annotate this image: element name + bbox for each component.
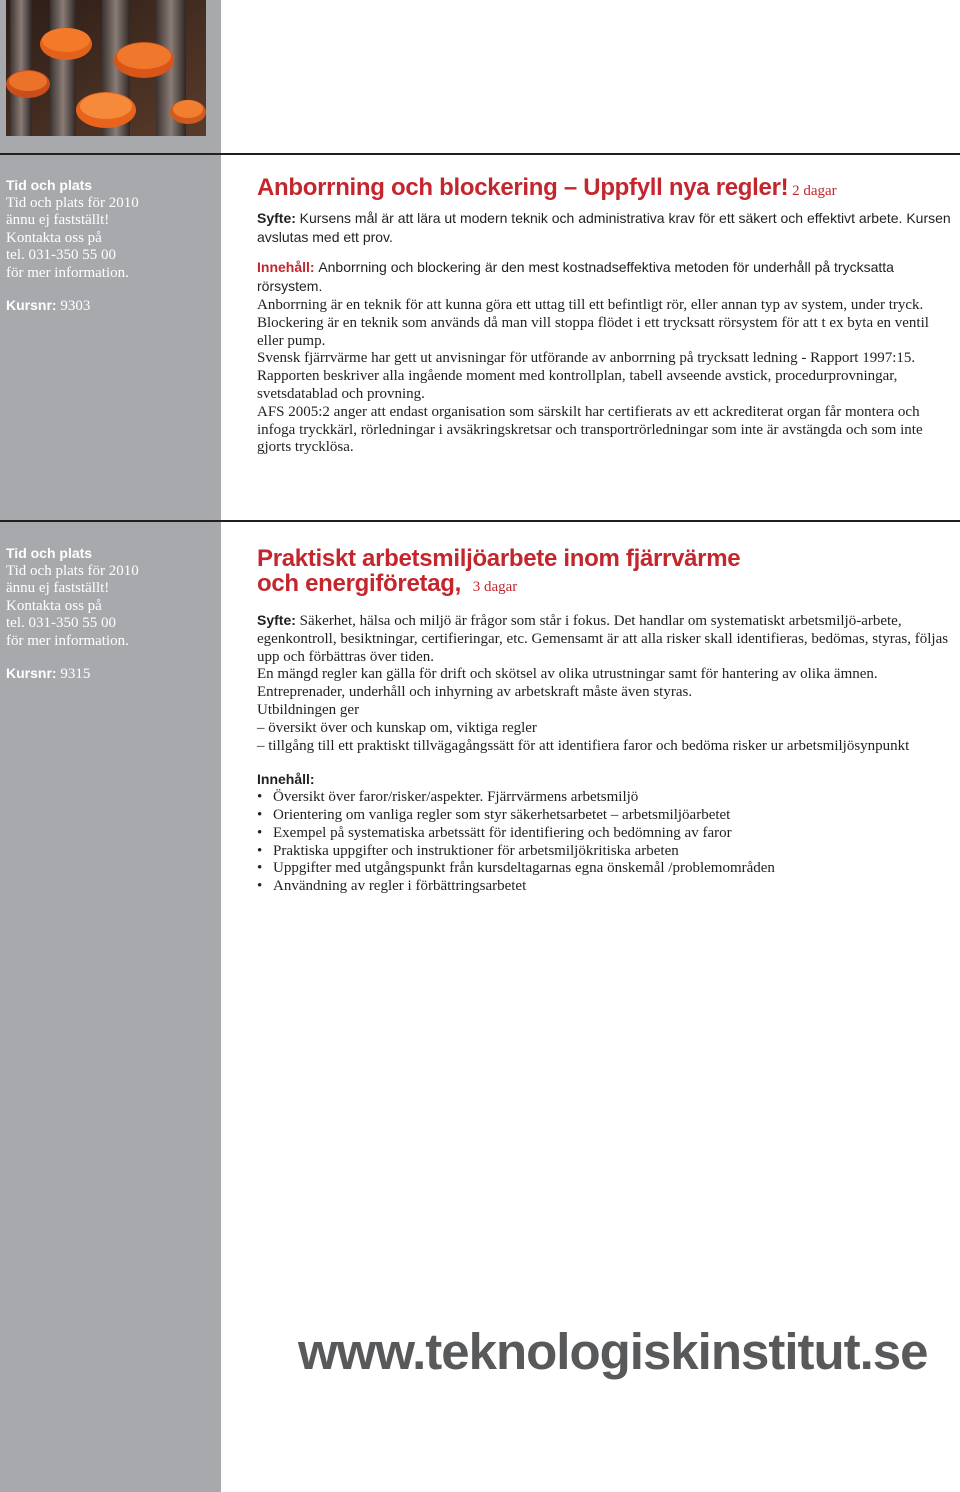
body-paragraph: Utbildningen ger <box>257 701 360 718</box>
website-url[interactable]: www.teknologiskinstitut.se <box>298 1323 928 1380</box>
course-title-row <box>257 572 957 600</box>
sidebar-line: för mer information. <box>6 264 129 281</box>
syfte-text: Säkerhet, hälsa och miljö är frågor som står i fokus. Det handlar om systematiskt arbetsmiljö-arbete, egenkontroll, besiktningar, certifieringar, etc. Gemensamt är att alla risker skall identifieras, bedömas, styras, följas upp och förbättras över tiden. <box>257 613 949 665</box>
course-title: Anborrning och blockering – Uppfyll nya regler! <box>257 174 789 201</box>
innehall-paragraph <box>257 259 957 297</box>
sidebar-line: ännu ej fastställt! <box>6 580 110 597</box>
sidebar-line: tel. 031-350 55 00 <box>6 247 116 264</box>
course-title: Praktiskt arbetsmiljöarbete inom fjärrvärme <box>257 545 741 572</box>
list-item: • Uppgifter med utgångspunkt från kursdeltagarnas egna önskemål /problemområden <box>257 860 957 878</box>
course-title-line2: och energiföretag, <box>257 570 461 597</box>
list-item: • Översikt över faror/risker/aspekter. Fjärrvärmens arbetsmiljö <box>257 789 957 807</box>
sidebar-line: Tid och plats för 2010 <box>6 194 139 211</box>
kursnr-label: Kursnr: <box>6 296 57 313</box>
syfte-text: Kursens mål är att lära ut modern teknik och administrativa krav för ett säkert och effektivt arbete. Kursen avslutas med ett prov. <box>257 209 951 245</box>
list-item: • Praktiska uppgifter och instruktioner för arbetsmiljökritiska arbeten <box>257 843 957 861</box>
body-paragraph: Anborrning är en teknik för att kunna göra ett uttag till ett befintligt rör, eller annan typ av system, under tryck. Blockering är en teknik som används då man vill stoppa flödet i ett trycksatt rörsystem för att t ex byta en ventil eller pump. <box>257 296 929 349</box>
body-paragraph: En mängd regler kan gälla för drift och skötsel av olika utrustningar samt för hantering av olika ämnen. <box>257 666 878 683</box>
list-item: • Orientering om vanliga regler som styr säkerhetsarbetet – arbetsmiljöarbetet <box>257 807 957 825</box>
innehall-list <box>257 789 957 896</box>
section-divider-1 <box>0 153 960 155</box>
course2-sidebar-info <box>6 545 206 683</box>
list-item: • Användning av regler i förbättringsarbetet <box>257 878 957 896</box>
innehall-label: Innehåll: <box>257 259 315 276</box>
kursnr-value: 9303 <box>60 297 91 314</box>
syfte-label: Syfte: <box>257 612 296 628</box>
syfte-paragraph <box>257 612 957 666</box>
pipes-photo <box>6 0 206 136</box>
pipes-illustration <box>6 0 206 136</box>
dash-item: – översikt över och kunskap om, viktiga regler <box>257 719 537 736</box>
sidebar-line: Kontakta oss på <box>6 597 102 614</box>
course-duration: 2 dagar <box>792 183 837 199</box>
innehall-label: Innehåll: <box>257 771 315 788</box>
sidebar-heading: Tid och plats <box>6 177 93 193</box>
section-divider-2 <box>0 520 960 522</box>
sidebar-line: för mer information. <box>6 632 129 649</box>
course-title-row <box>257 176 957 201</box>
kursnr-label: Kursnr: <box>6 664 57 681</box>
innehall-text: Anborrning och blockering är den mest kostnadseffektiva metoden för underhåll på trycksatta rörsystem. <box>257 259 894 295</box>
course1 <box>257 176 957 457</box>
course-number <box>6 297 206 316</box>
course1-sidebar-info <box>6 177 206 315</box>
sidebar-line: ännu ej fastställt! <box>6 212 110 229</box>
sidebar-line: Tid och plats för 2010 <box>6 562 139 579</box>
course-number <box>6 665 206 684</box>
sidebar-heading: Tid och plats <box>6 545 93 561</box>
kursnr-value: 9315 <box>60 665 91 682</box>
course2 <box>257 546 957 896</box>
body-paragraph: Svensk fjärrvärme har gett ut anvisningar för utförande av anborrning på trycksatt ledning - Rapport 1997:15. Rapporten beskriver alla ingående moment med kontrollplan, tabell avseende avstick, procedurprovningar, svetsdatablad och provning. <box>257 350 916 402</box>
body-paragraph: AFS 2005:2 anger att endast organisation som särskilt har certifierats av ett ackrediterat organ får montera och infoga tryckkärl, rörledningar i avsäkringskretsar och transportrörledningar som inte är avstängda och som inte gjorts trycklösa. <box>257 403 923 456</box>
course-duration: 3 dagar <box>472 579 518 595</box>
list-item: • Exempel på systematiska arbetssätt för identifiering och bedömning av faror <box>257 825 957 843</box>
body-paragraph: Entreprenader, underhåll och inhyrning av arbetskraft måste även styras. <box>257 684 693 701</box>
sidebar-line: Kontakta oss på <box>6 229 102 246</box>
syfte-paragraph <box>257 210 957 248</box>
dash-item: – tillgång till ett praktiskt tillvägagångssätt för att identifiera faror och bedöma risker ur arbetsmiljösynpunkt <box>257 737 910 754</box>
sidebar-line: tel. 031-350 55 00 <box>6 615 116 632</box>
syfte-label: Syfte: <box>257 209 296 226</box>
